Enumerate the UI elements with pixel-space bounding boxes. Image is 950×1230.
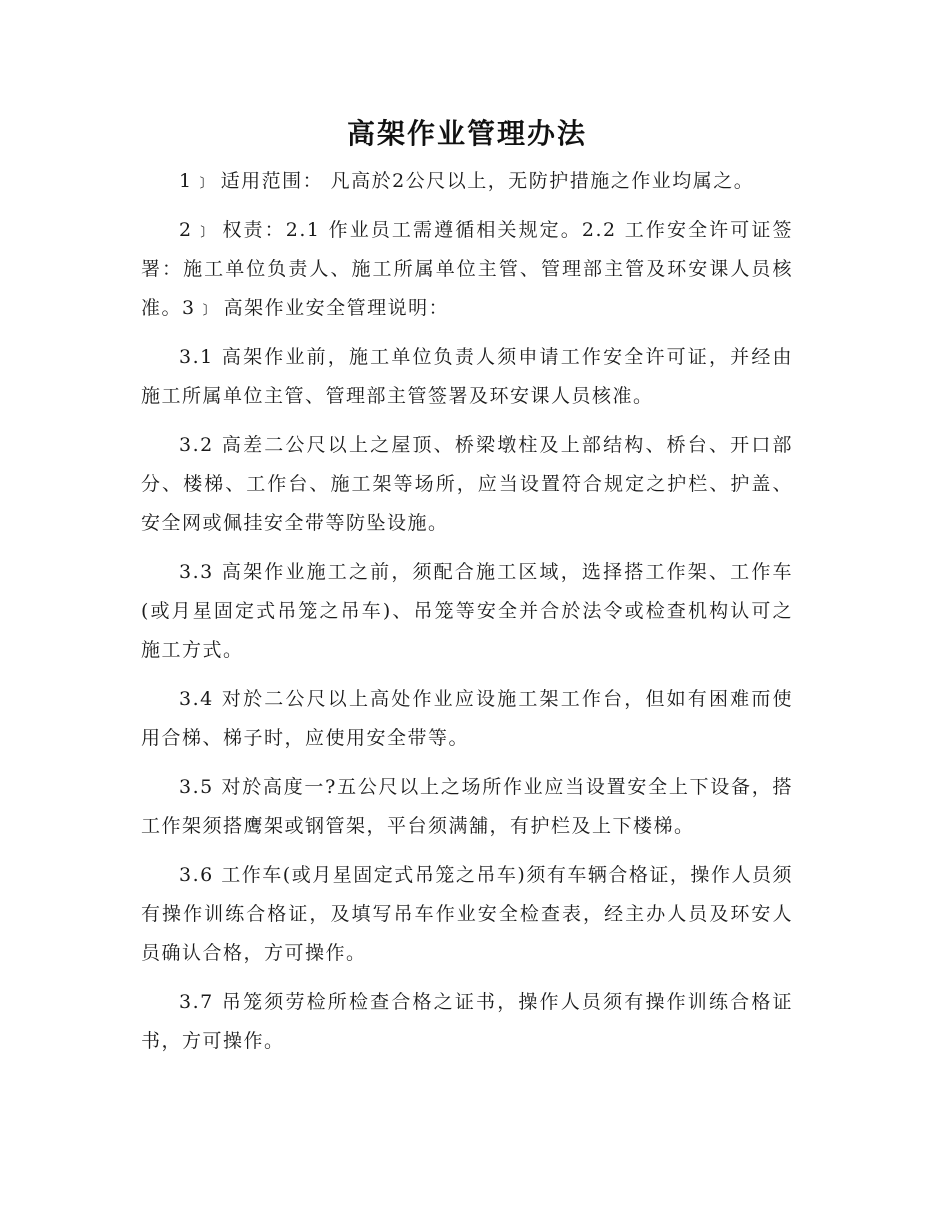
paragraph-3-2: 3.2 高差二公尺以上之屋顶、桥梁墩柱及上部结构、桥台、开口部分、楼梯、工作台、施工架等场所，应当设置符合规定之护栏、护盖、安全网或佩挂安全带等防坠设施。 (141, 434, 793, 534)
paragraph-3-5: 3.5 对於高度一?五公尺以上之场所作业应当设置安全上下设备，搭工作架须搭鹰架或钢管架，平台须满舖，有护栏及上下楼梯。 (141, 776, 793, 837)
paragraph-3-4: 3.4 对於二公尺以上高处作业应设施工架工作台，但如有困难而使用合梯、梯子时，应使用安全带等。 (141, 688, 793, 749)
paragraph-3-6: 3.6 工作车(或月星固定式吊笼之吊车)须有车辆合格证，操作人员须有操作训练合格证，及填写吊车作业安全检查表，经主办人员及环安人员确认合格，方可操作。 (141, 864, 793, 964)
document-page (141, 114, 793, 1071)
paragraph-3-3: 3.3 高架作业施工之前，须配合施工区域，选择搭工作架、工作车(或月星固定式吊笼之吊车)、吊笼等安全并合於法令或检查机构认可之施工方式。 (141, 561, 793, 661)
paragraph-responsibility: 2﹞ 权责：2.1 作业员工需遵循相关规定。2.2 工作安全许可证签署：施工单位负责人、施工所属单位主管、管理部主管及环安课人员核准。3﹞ 高架作业安全管理说明： (141, 219, 793, 319)
document-title: 高架作业管理办法 (346, 117, 587, 150)
paragraph-3-1: 3.1 高架作业前，施工单位负责人须申请工作安全许可证，并经由施工所属单位主管、管理部主管签署及环安课人员核准。 (141, 346, 793, 407)
paragraph-3-7: 3.7 吊笼须劳检所检查合格之证书，操作人员须有操作训练合格证书，方可操作。 (141, 991, 793, 1052)
paragraph-scope: 1﹞ 适用范围： 凡高於2公尺以上，无防护措施之作业均属之。 (179, 170, 755, 192)
